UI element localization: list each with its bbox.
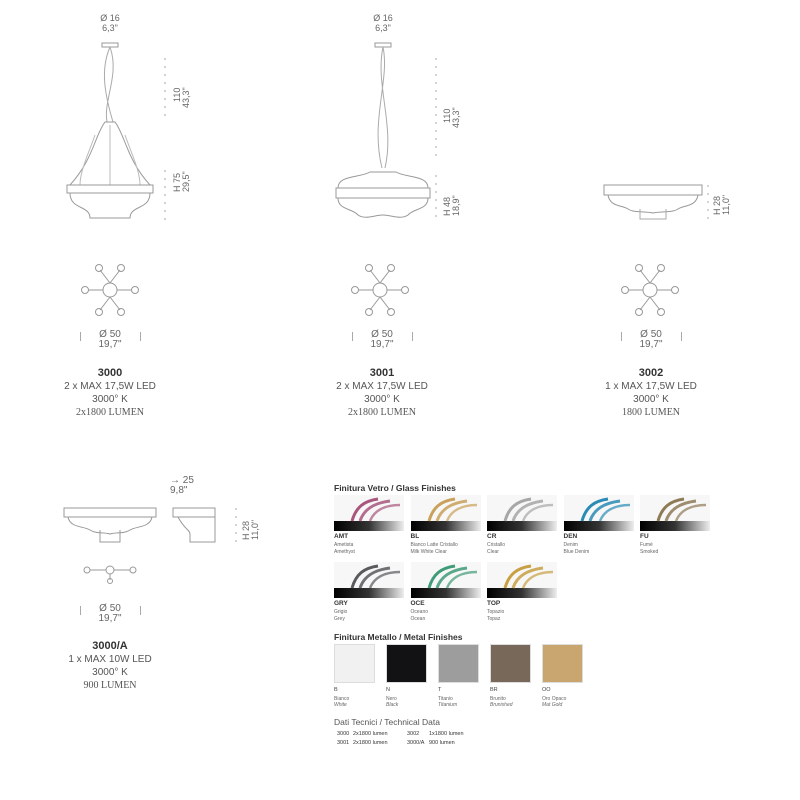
h-body-label: H 28	[241, 520, 251, 540]
tech-row	[337, 740, 455, 746]
finish-name-it: Brunito	[490, 695, 506, 702]
glass-finishes-title: Finitura Vetro / Glass Finishes	[334, 483, 456, 493]
glass-swatch-bl[interactable]	[411, 495, 483, 559]
finish-code: DEN	[563, 533, 578, 540]
lumen: 2x1800 LUMEN	[75, 407, 145, 418]
tech-value: 2x1800 lumen	[353, 740, 388, 746]
lamp-3002-spec	[581, 367, 721, 419]
lumen: 900 LUMEN	[83, 680, 137, 691]
lamp-3002-diam: Ø 50 19,7"	[639, 329, 663, 350]
metal-color-chip	[386, 644, 427, 683]
model-code: 3000	[97, 367, 123, 379]
lamp-3000a-diam: Ø 50 19,7"	[98, 603, 122, 624]
glass-sample-icon	[564, 495, 634, 531]
glass-swatch-den[interactable]	[564, 495, 636, 559]
finish-code: N	[386, 687, 390, 693]
tech-value: 900 lumen	[429, 740, 455, 746]
temperature: 3000° K	[92, 394, 128, 405]
finish-code: TOP	[487, 600, 501, 607]
lamp-3002-drawing	[600, 175, 750, 235]
glass-sample-icon	[334, 495, 404, 531]
finish-name-en: Amethyst	[334, 548, 355, 555]
tech-code: 3000/A	[407, 740, 425, 746]
lamp-3001-drawing	[330, 10, 480, 230]
h-body-in-label: 29,5"	[181, 171, 191, 192]
metal-swatch-n[interactable]	[386, 644, 436, 714]
dim-tick	[140, 606, 141, 615]
glass-sample-icon	[411, 495, 481, 531]
finish-name-it: Fumè	[640, 542, 653, 548]
metal-swatch-b[interactable]	[334, 644, 384, 714]
glass-swatch-amt[interactable]	[334, 495, 406, 559]
power: 2 x MAX 17,5W LED	[336, 381, 428, 392]
h-body-label: H 48	[442, 196, 452, 216]
dim-tick	[352, 332, 353, 341]
glass-swatch-fu[interactable]	[640, 495, 712, 559]
dim-tick	[621, 332, 622, 341]
tech-code: 3001	[337, 740, 350, 746]
finish-name-en: Black	[386, 702, 399, 708]
lamp-3001-plan	[340, 258, 430, 318]
metal-swatch-br[interactable]	[490, 644, 540, 714]
h-body-in-label: 11,0"	[250, 519, 260, 540]
lamp-3001-diam: Ø 50 19,7"	[370, 329, 394, 350]
finish-name-it: Bianco Latte Cristallo	[410, 542, 458, 548]
model-code: 3002	[638, 367, 664, 379]
h-cable-label: 110	[442, 108, 452, 123]
h-body-in-label: 11,0"	[721, 194, 731, 215]
h-body-in-label: 18,9"	[451, 195, 461, 216]
lamp-3000a-depth: → 25 9,8"	[170, 475, 194, 496]
finish-code: T	[438, 687, 442, 693]
finish-name-en: Smoked	[640, 548, 659, 555]
finish-code: AMT	[334, 533, 349, 540]
finish-name-en: Clear	[487, 548, 499, 555]
dim-tick	[80, 606, 81, 615]
power: 2 x MAX 17,5W LED	[64, 381, 156, 392]
h-cable-label: 110	[172, 87, 182, 102]
finish-name-it: Ametista	[334, 542, 354, 548]
glass-swatch-cr[interactable]	[487, 495, 559, 559]
finish-name-it: Titanio	[438, 695, 453, 702]
finish-name-en: Titanium	[438, 702, 458, 708]
diam-top-label: Ø 16 6,3"	[373, 13, 393, 33]
model-code: 3000/A	[92, 640, 128, 652]
power: 1 x MAX 17,5W LED	[605, 381, 697, 392]
tech-row	[337, 731, 464, 737]
finish-name-it: Oceano	[410, 609, 429, 615]
h-cable-in-label: 43,3"	[181, 87, 191, 108]
finish-name-en: Brunished	[490, 702, 513, 708]
metal-color-chip	[334, 644, 375, 683]
finish-name-en: Topaz	[487, 615, 501, 622]
tech-code: 3000	[337, 731, 350, 737]
power: 1 x MAX 10W LED	[68, 654, 152, 665]
lamp-3000-elevation	[55, 10, 205, 230]
temperature: 3000° K	[364, 394, 400, 405]
finish-code: OO	[542, 687, 551, 693]
lamp-3000-drawing	[55, 10, 205, 230]
dim-tick	[412, 332, 413, 341]
tech-code: 3002	[407, 731, 420, 737]
temperature: 3000° K	[92, 667, 128, 678]
finish-name-it: Cristallo	[487, 542, 506, 548]
lumen: 2x1800 LUMEN	[347, 407, 417, 418]
glass-swatch-oce[interactable]	[411, 562, 483, 626]
temperature: 3000° K	[633, 394, 669, 405]
h-cable-in-label: 43,3"	[451, 107, 461, 128]
finish-code: B	[334, 687, 338, 693]
dim-tick	[80, 332, 81, 341]
lamp-3000a-spec	[40, 640, 180, 692]
finish-name-en: Milk White Clear	[410, 548, 447, 555]
finish-name-it: Oro Opaco	[542, 695, 567, 702]
dim-tick	[140, 332, 141, 341]
lamp-3000-spec	[40, 367, 180, 419]
finish-name-it: Grigio	[334, 609, 348, 615]
finish-name-it: Bianco	[334, 695, 350, 702]
metal-color-chip	[490, 644, 531, 683]
finish-name-en: Ocean	[410, 615, 426, 622]
finish-code: GRY	[334, 600, 348, 607]
model-code: 3001	[369, 367, 395, 379]
lumen: 1800 LUMEN	[621, 407, 681, 418]
lamp-3000-diam: Ø 50 19,7"	[98, 329, 122, 350]
glass-sample-icon	[487, 495, 557, 531]
finish-code: BR	[490, 687, 498, 693]
h-body-label: H 28	[712, 195, 722, 215]
glass-sample-icon	[411, 562, 481, 598]
metal-color-chip	[438, 644, 479, 683]
metal-swatch-oo[interactable]	[542, 644, 592, 714]
dim-tick	[681, 332, 682, 341]
lamp-3002-plan	[610, 258, 700, 318]
finish-name-it: Nero	[386, 695, 397, 702]
glass-sample-icon	[487, 562, 557, 598]
finish-name-en: Blue Denim	[563, 548, 590, 555]
finish-name-it: Topazio	[487, 609, 505, 615]
lamp-3001-spec	[312, 367, 452, 419]
finish-name-it: Denim	[563, 542, 578, 548]
lamp-3000-plan	[70, 258, 160, 318]
finish-code: CR	[487, 533, 497, 540]
finish-code: FU	[640, 533, 649, 540]
finish-code: BL	[410, 533, 420, 540]
glass-sample-icon	[334, 562, 404, 598]
finish-name-en: Mat Gold	[542, 702, 563, 708]
tech-data-title: Dati Tecnici / Technical Data	[334, 717, 440, 727]
lamp-3000a-front	[60, 500, 260, 550]
tech-value: 2x1800 lumen	[353, 731, 388, 737]
finish-name-en: Grey	[334, 615, 345, 622]
glass-swatch-top[interactable]	[487, 562, 559, 626]
lamp-3000a-plan	[80, 560, 140, 584]
h-body-label: H 75	[172, 172, 182, 192]
glass-swatch-gry[interactable]	[334, 562, 406, 626]
diam-top-label: Ø 16 6,3"	[100, 13, 120, 33]
tech-value: 1x1800 lumen	[429, 731, 464, 737]
metal-swatch-t[interactable]	[438, 644, 488, 714]
metal-color-chip	[542, 644, 583, 683]
metal-finishes-title: Finitura Metallo / Metal Finishes	[334, 632, 463, 642]
glass-sample-icon	[640, 495, 710, 531]
finish-name-en: White	[334, 702, 347, 708]
finish-code: OCE	[410, 600, 425, 607]
